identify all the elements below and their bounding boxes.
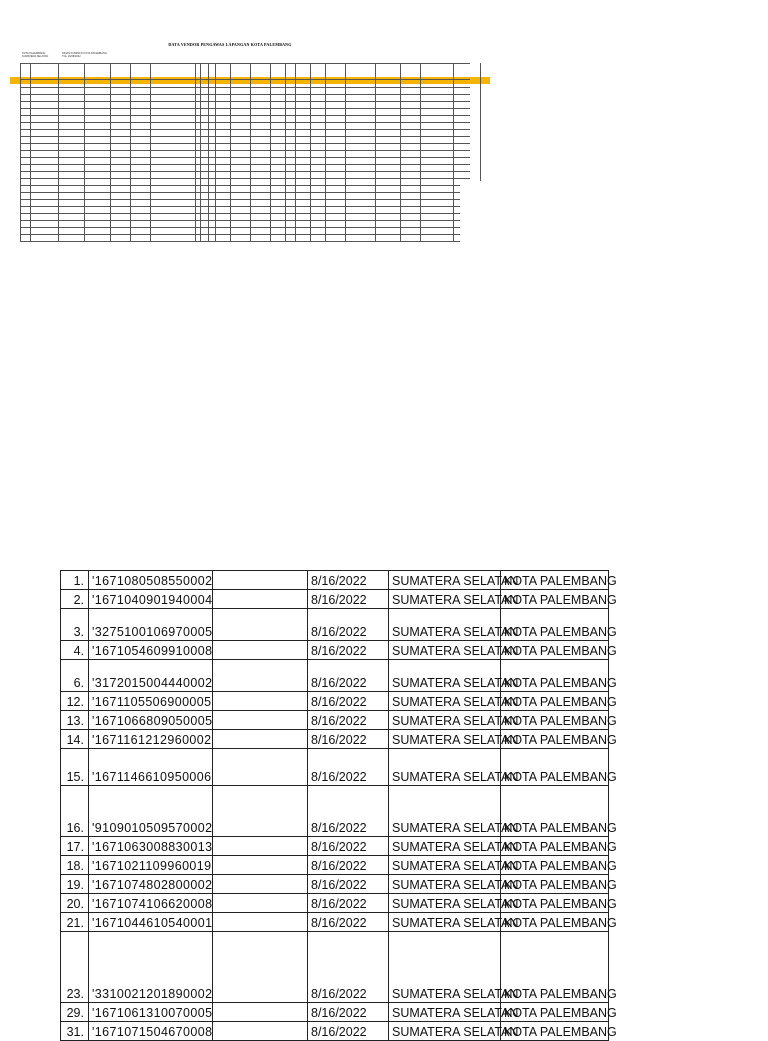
province-cell: SUMATERA SELATAN [389,692,501,711]
nik-cell: '1671161212960002 [89,730,213,749]
nik-cell: '1671061310070005 [89,1003,213,1022]
date-cell: 8/16/2022 [308,711,389,730]
row-number: 2. [61,590,89,609]
table-row [61,894,609,913]
city-cell: KOTA PALEMBANG [501,875,609,894]
nik-cell: '1671074106620008 [89,894,213,913]
empty-cell [213,711,308,730]
province-cell: SUMATERA SELATAN [389,590,501,609]
date-cell: 8/16/2022 [308,786,389,837]
city-cell: KOTA PALEMBANG [501,590,609,609]
date-cell: 8/16/2022 [308,837,389,856]
empty-cell [213,571,308,590]
row-number: 6. [61,660,89,692]
empty-cell [213,875,308,894]
nik-cell: '3172015004440002 [89,660,213,692]
province-cell: SUMATERA SELATAN [389,875,501,894]
nik-cell: '1671146610950006 [89,749,213,786]
row-number: 23. [61,932,89,1003]
empty-cell [213,660,308,692]
empty-cell [213,786,308,837]
row-number: 17. [61,837,89,856]
nik-cell: '1671105506900005 [89,692,213,711]
empty-cell [213,641,308,660]
province-cell: SUMATERA SELATAN [389,932,501,1003]
row-number: 12. [61,692,89,711]
date-cell: 8/16/2022 [308,913,389,932]
meta-right-line: DINAS KOMINFO KOTA PALEMBANG [62,52,107,55]
nik-cell: '1671040901940004 [89,590,213,609]
city-cell: KOTA PALEMBANG [501,894,609,913]
row-number: 18. [61,856,89,875]
province-cell: SUMATERA SELATAN [389,1003,501,1022]
city-cell: KOTA PALEMBANG [501,641,609,660]
city-cell: KOTA PALEMBANG [501,932,609,1003]
province-cell: SUMATERA SELATAN [389,913,501,932]
row-number: 14. [61,730,89,749]
empty-cell [213,856,308,875]
province-cell: SUMATERA SELATAN [389,1022,501,1041]
date-cell: 8/16/2022 [308,1003,389,1022]
row-number: 13. [61,711,89,730]
province-cell: SUMATERA SELATAN [389,641,501,660]
table-row [61,856,609,875]
meta-left-line: KOTA PALEMBANG [22,52,46,55]
table-row [61,609,609,641]
spreadsheet-thumbnail [0,0,768,260]
table-row [61,692,609,711]
date-cell: 8/16/2022 [308,590,389,609]
province-cell: SUMATERA SELATAN [389,730,501,749]
date-cell: 8/16/2022 [308,932,389,1003]
row-number: 31. [61,1022,89,1041]
table-row [61,590,609,609]
table-row [61,837,609,856]
city-cell: KOTA PALEMBANG [501,730,609,749]
empty-cell [213,913,308,932]
date-cell: 8/16/2022 [308,609,389,641]
date-cell: 8/16/2022 [308,692,389,711]
city-cell: KOTA PALEMBANG [501,837,609,856]
row-number: 1. [61,571,89,590]
province-cell: SUMATERA SELATAN [389,609,501,641]
empty-cell [213,730,308,749]
nik-cell: '1671080508550002 [89,571,213,590]
sheet-grid [20,63,470,243]
date-cell: 8/16/2022 [308,641,389,660]
table-row [61,749,609,786]
sheet-meta-left [22,52,48,59]
empty-cell [213,749,308,786]
city-cell: KOTA PALEMBANG [501,609,609,641]
city-cell: KOTA PALEMBANG [501,692,609,711]
row-number: 19. [61,875,89,894]
table-row [61,660,609,692]
date-cell: 8/16/2022 [308,730,389,749]
row-number: 4. [61,641,89,660]
province-cell: SUMATERA SELATAN [389,660,501,692]
province-cell: SUMATERA SELATAN [389,837,501,856]
row-number: 15. [61,749,89,786]
nik-cell: '3275100106970005 [89,609,213,641]
city-cell: KOTA PALEMBANG [501,749,609,786]
table-body [61,571,617,1041]
city-cell: KOTA PALEMBANG [501,571,609,590]
nik-cell: '1671066809050005 [89,711,213,730]
city-cell: KOTA PALEMBANG [501,856,609,875]
row-number: 3. [61,609,89,641]
date-cell: 8/16/2022 [308,749,389,786]
table-row [61,1003,609,1022]
nik-cell: '3310021201890002 [89,932,213,1003]
row-number: 21. [61,913,89,932]
row-number: 29. [61,1003,89,1022]
city-cell: KOTA PALEMBANG [501,711,609,730]
province-cell: SUMATERA SELATAN [389,856,501,875]
nik-cell: '1671063008830013 [89,837,213,856]
table-row [61,1022,609,1041]
empty-cell [213,1003,308,1022]
table-row [61,711,609,730]
province-cell: SUMATERA SELATAN [389,894,501,913]
table-row [61,786,609,837]
date-cell: 8/16/2022 [308,894,389,913]
city-cell: KOTA PALEMBANG [501,1022,609,1041]
zoomed-data-table [60,570,617,1041]
empty-cell [213,932,308,1003]
table-row [61,913,609,932]
date-cell: 8/16/2022 [308,875,389,894]
date-cell: 8/16/2022 [308,1022,389,1041]
nik-cell: '1671071504670008 [89,1022,213,1041]
empty-cell [213,590,308,609]
table-row [61,932,609,1003]
row-number: 20. [61,894,89,913]
date-cell: 8/16/2022 [308,660,389,692]
nik-cell: '1671044610540001 [89,913,213,932]
meta-left-line: SUMATERA SELATAN [22,55,49,59]
province-cell: SUMATERA SELATAN [389,711,501,730]
row-number: 16. [61,786,89,837]
table-row [61,875,609,894]
empty-cell [213,609,308,641]
table-row [61,641,609,660]
empty-cell [213,837,308,856]
nik-cell: '1671021109960019 [89,856,213,875]
sheet-meta-right [62,52,107,59]
province-cell: SUMATERA SELATAN [389,571,501,590]
nik-cell: '1671074802800002 [89,875,213,894]
empty-cell [213,692,308,711]
province-cell: SUMATERA SELATAN [389,749,501,786]
date-cell: 8/16/2022 [308,856,389,875]
nik-cell: '1671054609910008 [89,641,213,660]
empty-cell [213,1022,308,1041]
table-row [61,730,609,749]
province-cell: SUMATERA SELATAN [389,786,501,837]
city-cell: KOTA PALEMBANG [501,913,609,932]
sheet-title: DATA VENDOR PENGAWAS LAPANGAN KOTA PALEMBANG [168,42,292,47]
meta-right-line: TGL 16/08/2022 [62,55,81,59]
date-cell: 8/16/2022 [308,571,389,590]
empty-cell [213,894,308,913]
city-cell: KOTA PALEMBANG [501,660,609,692]
city-cell: KOTA PALEMBANG [501,1003,609,1022]
table-row [61,571,609,590]
city-cell: KOTA PALEMBANG [501,786,609,837]
nik-cell: '9109010509570002 [89,786,213,837]
